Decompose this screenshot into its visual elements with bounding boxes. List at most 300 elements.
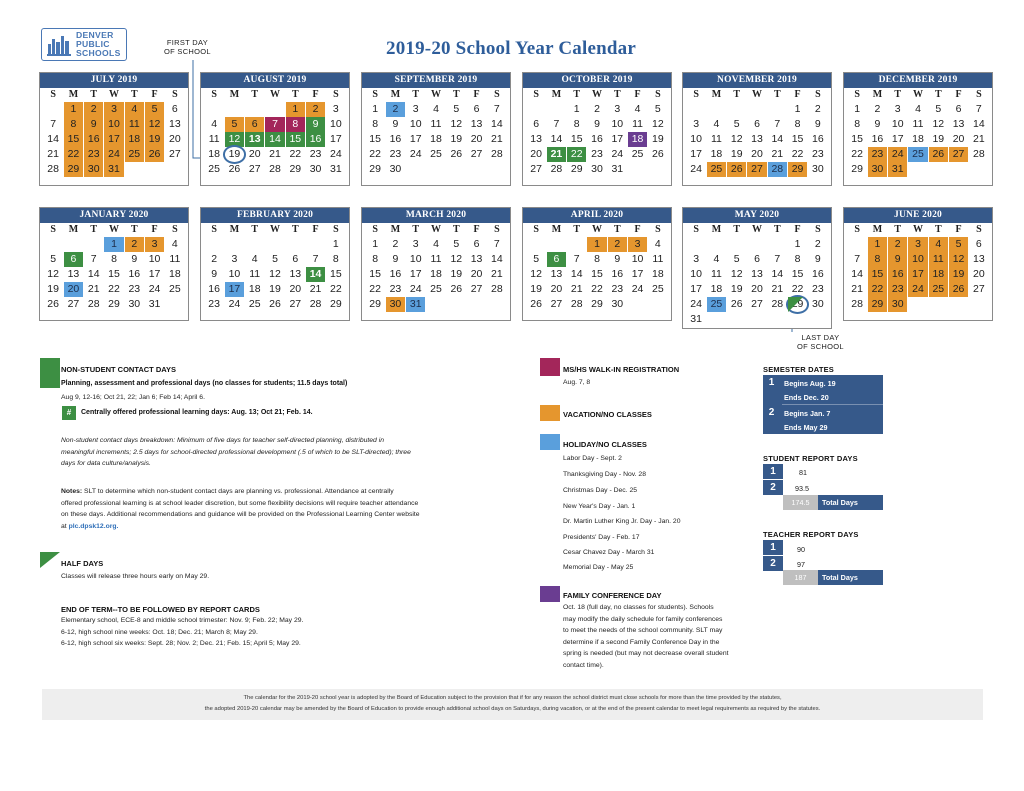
day-cell: 23 <box>868 147 887 162</box>
weekday-label: T <box>452 89 460 100</box>
holiday-item: Cesar Chavez Day - March 31 <box>563 549 655 556</box>
weekday-row <box>362 88 510 102</box>
month-calendar <box>682 207 832 329</box>
day-cell: 18 <box>710 148 723 160</box>
day-cell: 4 <box>713 253 720 265</box>
weekday-row <box>201 223 349 237</box>
day-cell: 9 <box>392 253 399 265</box>
day-cell: 21 <box>973 133 985 145</box>
day-cell: 13 <box>952 118 965 130</box>
week-row <box>683 252 831 267</box>
week-row <box>683 117 831 132</box>
day-cell <box>908 297 927 312</box>
conference-line: to meet the needs of the school community. SLT may <box>563 627 723 634</box>
day-cell: 2 <box>211 253 218 265</box>
day-cell: 7 <box>774 253 781 265</box>
day-cell <box>225 237 244 252</box>
day-cell: 8 <box>868 252 887 267</box>
day-cell <box>265 237 284 252</box>
day-cell: 14 <box>771 268 784 280</box>
day-cell: 6 <box>955 103 962 115</box>
day-cell: 10 <box>611 118 624 130</box>
week-row <box>523 282 671 297</box>
week-row <box>201 162 349 177</box>
day-cell: 26 <box>269 298 281 310</box>
day-cell <box>768 312 787 327</box>
day-cell: 5 <box>733 253 740 265</box>
day-cell: 21 <box>547 147 566 162</box>
term-line: 6-12, high school six weeks: Sept. 28; Nov. 2; Dec. 21; Feb. 15; April 5; May 29. <box>61 640 301 647</box>
first-day-callout <box>164 38 211 56</box>
day-cell: 20 <box>470 268 483 280</box>
teacher-s1-num: 1 <box>763 540 783 555</box>
day-cell <box>286 237 305 252</box>
day-cell: 18 <box>929 267 948 282</box>
day-cell: 26 <box>929 147 948 162</box>
day-cell: 12 <box>225 132 244 147</box>
weekday-label: M <box>229 89 240 100</box>
day-cell: 22 <box>330 283 342 295</box>
day-cell <box>848 237 867 252</box>
day-cell <box>426 297 445 312</box>
day-cell: 26 <box>145 147 164 162</box>
day-cell: 11 <box>710 268 722 280</box>
notes-line: offered professional learning is at school leader discretion, but some flexibility decisions will require teacher attendance <box>61 499 419 507</box>
day-cell: 19 <box>225 147 244 162</box>
logo-line: PUBLIC <box>76 39 110 49</box>
day-cell: 14 <box>570 268 583 280</box>
day-cell: 25 <box>248 298 261 310</box>
month-calendar <box>682 72 832 186</box>
day-cell: 7 <box>493 103 500 115</box>
day-cell: 11 <box>249 268 261 280</box>
day-cell: 15 <box>591 268 603 280</box>
footer-line: the adopted 2019-20 calendar may be amended by the Board of Education to provide enough additional school days on Saturdays, during vacation, or at the end of the present calendar to meet legal requirements as required by the statutes. <box>204 706 821 712</box>
day-cell: 31 <box>406 297 425 312</box>
weekday-label: T <box>291 224 299 235</box>
month-header: APRIL 2020 <box>523 208 671 223</box>
day-cell: 25 <box>430 148 442 160</box>
day-cell: 28 <box>491 283 503 295</box>
day-cell: 23 <box>591 148 603 160</box>
weekday-label: S <box>693 224 699 235</box>
day-cell: 9 <box>874 118 881 130</box>
conference-text <box>563 602 729 671</box>
day-cell: 16 <box>812 268 824 280</box>
day-cell: 16 <box>591 133 603 145</box>
weekday-label: S <box>655 89 661 100</box>
week-row <box>362 132 510 147</box>
day-cell: 23 <box>812 283 824 295</box>
magenta-swatch <box>540 358 560 376</box>
semester-box <box>763 375 883 434</box>
day-cell: 12 <box>450 253 463 265</box>
day-cell: 21 <box>309 283 322 295</box>
pl-days-text: Centrally offered professional learning days: Aug. 13; Oct 21; Feb. 14. <box>81 409 313 416</box>
day-cell: 30 <box>591 163 603 175</box>
day-cell: 4 <box>915 103 921 115</box>
day-cell: 14 <box>491 253 503 265</box>
half-days-title: HALF DAYS <box>61 559 104 568</box>
day-cell: 5 <box>50 253 57 265</box>
day-cell: 31 <box>888 162 907 177</box>
day-cell: 19 <box>652 133 664 145</box>
day-cell: 30 <box>611 298 624 310</box>
day-cell: 20 <box>751 283 763 295</box>
day-cell: 14 <box>265 132 284 147</box>
weekday-label: T <box>251 89 259 100</box>
weekday-label: S <box>655 224 661 235</box>
day-cell: 14 <box>851 268 863 280</box>
weekday-label: T <box>613 89 621 100</box>
day-cell: 9 <box>131 253 138 265</box>
day-cell <box>225 102 244 117</box>
notes-text <box>61 486 420 532</box>
weekday-label: S <box>494 89 500 100</box>
day-cell: 3 <box>145 237 164 252</box>
day-cell: 9 <box>814 118 821 130</box>
walkin-title: MS/HS WALK-IN REGISTRATION <box>563 365 680 374</box>
weekday-label: W <box>108 224 119 235</box>
student-s1-val: 81 <box>799 468 807 477</box>
month-header: NOVEMBER 2019 <box>683 73 831 88</box>
week-row <box>683 237 831 252</box>
day-cell: 16 <box>888 267 907 282</box>
day-cell: 17 <box>690 148 702 160</box>
day-cell: 4 <box>929 237 948 252</box>
day-cell: 22 <box>591 283 603 295</box>
day-cell: 22 <box>851 148 863 160</box>
week-row <box>201 117 349 132</box>
week-row <box>844 132 992 147</box>
day-cell: 11 <box>430 118 442 130</box>
day-cell: 24 <box>690 298 702 310</box>
day-cell <box>969 297 988 312</box>
week-row <box>523 252 671 267</box>
day-cell: 22 <box>369 283 381 295</box>
day-cell: 21 <box>570 283 583 295</box>
holiday-item: New Year's Day - Jan. 1 <box>563 503 636 510</box>
day-cell: 21 <box>851 283 863 295</box>
month-calendar <box>361 72 511 186</box>
week-row <box>201 282 349 297</box>
weekday-label: S <box>172 89 178 100</box>
day-cell: 29 <box>369 298 381 310</box>
day-cell: 27 <box>949 147 968 162</box>
day-cell: 25 <box>430 283 442 295</box>
conference-line: Oct. 18 (full day, no classes for students). Schools <box>563 604 714 611</box>
day-cell: 24 <box>409 283 422 295</box>
day-cell: 3 <box>412 103 419 115</box>
day-cell: 20 <box>289 283 302 295</box>
day-cell: 24 <box>611 148 624 160</box>
week-row <box>683 267 831 282</box>
day-cell: 24 <box>888 147 907 162</box>
day-cell <box>768 102 787 117</box>
day-cell <box>547 102 566 117</box>
day-cell: 10 <box>228 268 241 280</box>
day-cell: 18 <box>710 283 723 295</box>
day-cell: 7 <box>573 253 580 265</box>
week-row <box>683 102 831 117</box>
day-cell: 27 <box>747 162 766 177</box>
week-row <box>523 237 671 252</box>
weekday-label: S <box>372 89 378 100</box>
day-cell: 1 <box>573 103 580 115</box>
day-cell: 16 <box>812 133 824 145</box>
weekday-label: M <box>390 89 401 100</box>
day-cell: 31 <box>148 298 161 310</box>
day-cell: 3 <box>693 253 700 265</box>
day-cell: 1 <box>854 103 861 115</box>
day-cell: 7 <box>50 118 57 130</box>
teacher-s1-val: 90 <box>797 545 805 554</box>
week-row <box>844 102 992 117</box>
day-cell: 15 <box>369 268 381 280</box>
day-cell <box>205 102 224 117</box>
day-cell: 19 <box>730 283 743 295</box>
holiday-title: HOLIDAY/NO CLASSES <box>563 440 647 449</box>
day-cell: 9 <box>614 253 621 265</box>
day-cell: 12 <box>269 268 281 280</box>
week-row <box>683 312 831 327</box>
day-cell: 17 <box>330 133 342 145</box>
weekday-label: W <box>108 89 119 100</box>
last-day-callout <box>797 333 844 351</box>
day-cell: 6 <box>754 118 760 130</box>
day-cell <box>727 312 746 327</box>
day-cell: 4 <box>433 103 439 115</box>
day-cell <box>929 162 948 177</box>
student-report-title: STUDENT REPORT DAYS <box>763 454 858 463</box>
day-cell: 20 <box>973 268 985 280</box>
day-cell: 19 <box>269 283 281 295</box>
weekday-label: T <box>251 224 259 235</box>
week-row <box>362 297 510 312</box>
day-cell: 7 <box>553 118 560 130</box>
day-cell: 28 <box>269 163 281 175</box>
weekday-label: T <box>733 224 741 235</box>
day-cell: 18 <box>430 133 442 145</box>
weekday-label: S <box>976 89 982 100</box>
day-cell: 29 <box>289 163 302 175</box>
day-cell: 10 <box>104 117 123 132</box>
day-cell: 22 <box>64 147 83 162</box>
day-cell: 28 <box>973 148 985 160</box>
week-row <box>362 282 510 297</box>
day-cell: 17 <box>225 282 244 297</box>
day-cell <box>165 297 184 312</box>
day-cell: 16 <box>208 283 220 295</box>
week-row <box>40 282 188 297</box>
day-cell: 30 <box>888 297 907 312</box>
day-cell: 6 <box>473 238 480 250</box>
day-cell: 21 <box>491 268 503 280</box>
day-cell: 24 <box>690 163 702 175</box>
month-calendar <box>200 207 350 321</box>
weekday-label: S <box>50 224 56 235</box>
callout-line: LAST DAY <box>801 333 840 342</box>
walkin-text: Aug. 7, 8 <box>563 379 591 386</box>
weekday-label: S <box>494 224 500 235</box>
day-cell: 13 <box>530 133 542 145</box>
day-cell: 20 <box>64 282 83 297</box>
day-cell: 18 <box>912 133 924 145</box>
day-cell: 13 <box>751 133 763 145</box>
day-cell: 7 <box>90 253 97 265</box>
day-cell: 23 <box>84 147 103 162</box>
month-calendar <box>200 72 350 186</box>
day-cell: 9 <box>84 117 103 132</box>
weekday-label: T <box>934 89 942 100</box>
day-cell: 3 <box>693 118 700 130</box>
student-s2-val: 93.5 <box>795 484 809 493</box>
day-cell <box>949 162 968 177</box>
day-cell <box>969 162 988 177</box>
day-cell: 11 <box>929 252 948 267</box>
weekday-label: M <box>872 224 883 235</box>
orange-swatch <box>540 405 560 421</box>
day-cell: 13 <box>550 268 563 280</box>
weekday-label: F <box>473 89 480 100</box>
day-cell: 4 <box>713 118 720 130</box>
teacher-s2-num: 2 <box>763 556 783 571</box>
weekday-label: S <box>815 89 821 100</box>
day-cell: 4 <box>125 102 144 117</box>
day-cell: 18 <box>628 132 647 147</box>
month-header: SEPTEMBER 2019 <box>362 73 510 88</box>
day-cell <box>487 297 506 312</box>
week-row <box>40 297 188 312</box>
day-cell: 30 <box>812 298 824 310</box>
day-cell: 25 <box>652 283 664 295</box>
day-cell: 9 <box>211 268 218 280</box>
semester-2-ends: Ends May 29 <box>784 423 828 432</box>
week-row <box>201 267 349 282</box>
day-cell <box>747 102 766 117</box>
day-cell: 24 <box>631 283 644 295</box>
day-cell: 11 <box>632 118 644 130</box>
weekday-label: T <box>894 89 902 100</box>
day-cell: 17 <box>104 132 123 147</box>
day-cell: 4 <box>211 118 218 130</box>
day-cell <box>648 297 667 312</box>
day-cell: 8 <box>332 253 339 265</box>
weekday-label: M <box>872 89 883 100</box>
holiday-item: Thanksgiving Day - Nov. 28 <box>563 471 646 478</box>
day-cell: 19 <box>145 132 164 147</box>
day-cell: 12 <box>530 268 542 280</box>
day-cell: 9 <box>594 118 600 130</box>
day-cell: 5 <box>654 103 661 115</box>
weekday-row <box>523 88 671 102</box>
day-cell: 3 <box>332 103 339 115</box>
day-cell: 5 <box>453 103 460 115</box>
day-cell: 30 <box>386 297 405 312</box>
day-cell: 28 <box>768 162 787 177</box>
callout-line: OF SCHOOL <box>164 47 211 56</box>
week-row <box>844 282 992 297</box>
day-cell <box>949 297 968 312</box>
weekday-label: T <box>613 224 621 235</box>
day-cell: 7 <box>312 253 319 265</box>
week-row <box>844 252 992 267</box>
blue-swatch <box>540 434 560 450</box>
day-cell: 28 <box>87 298 100 310</box>
day-cell: 23 <box>812 148 824 160</box>
notes-line: SLT to determine which non-student contact days are planning vs. professional. Attendance at centrally <box>82 488 394 495</box>
day-cell: 13 <box>67 268 80 280</box>
day-cell <box>808 312 827 327</box>
day-cell: 24 <box>148 283 161 295</box>
weekday-label: S <box>372 224 378 235</box>
day-cell: 6 <box>754 253 760 265</box>
plc-link[interactable]: plc.dpsk12.org <box>68 522 117 530</box>
day-cell: 1 <box>104 237 123 252</box>
month-header: FEBRUARY 2020 <box>201 208 349 223</box>
day-cell <box>527 237 546 252</box>
term-line: 6-12, high school nine weeks: Oct. 18; Dec. 21; March 8; May 29. <box>61 628 258 636</box>
day-cell: 12 <box>145 117 164 132</box>
weekday-label: S <box>50 89 56 100</box>
day-cell <box>145 162 164 177</box>
weekday-label: T <box>573 89 581 100</box>
day-cell: 20 <box>470 133 483 145</box>
day-cell <box>245 102 264 117</box>
day-cell: 10 <box>891 118 904 130</box>
day-cell: 12 <box>47 268 59 280</box>
nonstudent-dates: Aug 9, 12-16; Oct 21, 22; Jan 6; Feb 14; April 6. <box>61 394 205 401</box>
day-cell: 16 <box>389 268 402 280</box>
day-cell: 21 <box>269 148 281 160</box>
week-row <box>40 237 188 252</box>
day-cell: 29 <box>108 298 120 310</box>
weekday-label: W <box>269 224 280 235</box>
week-row <box>40 252 188 267</box>
weekday-label: S <box>172 224 178 235</box>
day-cell: 5 <box>225 117 244 132</box>
week-row <box>362 147 510 162</box>
day-cell <box>265 102 284 117</box>
day-cell <box>447 297 466 312</box>
week-row <box>683 147 831 162</box>
day-cell: 18 <box>208 148 220 160</box>
day-cell: 6 <box>533 118 540 130</box>
day-cell: 21 <box>87 283 100 295</box>
term-line: Elementary school, ECE-8 and middle school trimester: Nov. 9; Feb. 22; May 29. <box>61 617 304 624</box>
week-row <box>362 252 510 267</box>
half-days-text: Classes will release three hours early on May 29. <box>61 573 210 580</box>
day-cell: 30 <box>128 298 141 310</box>
weekday-row <box>362 223 510 237</box>
weekday-label: F <box>794 224 801 235</box>
day-cell: 31 <box>104 162 123 177</box>
day-cell: 19 <box>730 148 743 160</box>
conference-line: determine if a second Family Conference Day in the <box>563 638 720 646</box>
day-cell: 2 <box>874 103 881 115</box>
day-cell: 16 <box>389 133 402 145</box>
weekday-label: T <box>573 224 581 235</box>
weekday-label: S <box>533 89 539 100</box>
weekday-label: F <box>312 89 319 100</box>
day-cell: 20 <box>952 133 965 145</box>
day-cell: 11 <box>169 253 181 265</box>
day-cell: 14 <box>306 267 325 282</box>
day-cell: 18 <box>169 268 181 280</box>
week-row <box>362 237 510 252</box>
week-row <box>844 162 992 177</box>
week-row <box>201 102 349 117</box>
